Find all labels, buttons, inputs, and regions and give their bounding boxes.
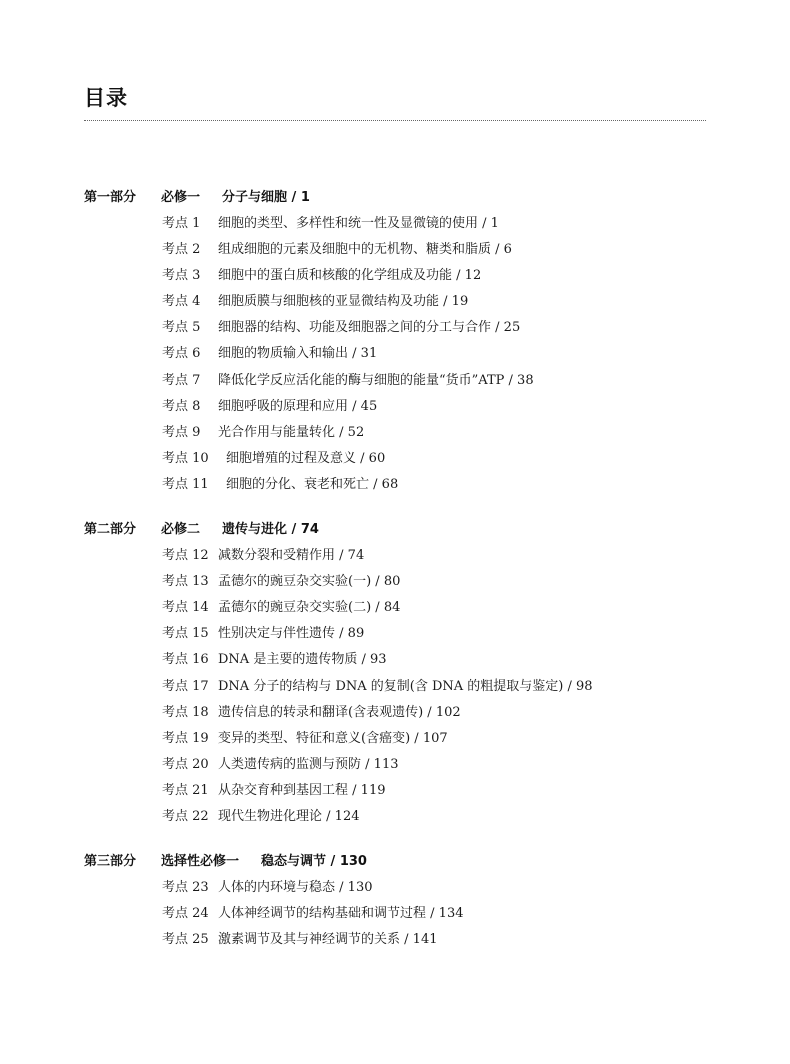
toc-entry[interactable] xyxy=(84,543,724,569)
entry-sep: / xyxy=(371,574,384,590)
entry-number: 考点 25 xyxy=(162,932,209,948)
entry-number: 考点 6 xyxy=(162,346,201,362)
toc-entry[interactable] xyxy=(84,263,724,289)
entry-page: 68 xyxy=(381,476,399,492)
entry-title: 减数分裂和受精作用 xyxy=(218,548,336,564)
entry-page: 31 xyxy=(360,346,378,362)
entry-page: 141 xyxy=(412,932,438,948)
part-sep: / xyxy=(326,854,340,870)
part-sep: / xyxy=(287,190,301,205)
entry-page: 102 xyxy=(435,704,461,720)
entry-sep: / xyxy=(335,424,348,440)
entry-page: 19 xyxy=(451,294,469,310)
entry-title: 细胞的物质输入和输出 xyxy=(218,346,349,362)
entry-page: 45 xyxy=(360,398,378,414)
entry-page: 89 xyxy=(347,626,365,642)
entry-title: 细胞中的蛋白质和核酸的化学组成及功能 xyxy=(218,268,453,284)
entry-number: 考点 1 xyxy=(162,216,201,231)
page-title: 目录 xyxy=(84,86,128,110)
entry-title: 从杂交育种到基因工程 xyxy=(218,782,349,798)
entry-title: 细胞呼吸的原理和应用 xyxy=(218,398,349,414)
entry-sep: / xyxy=(335,880,348,896)
entry-number: 考点 23 xyxy=(162,880,209,896)
part-name: 分子与细胞 xyxy=(222,190,288,205)
toc-entry[interactable] xyxy=(84,901,724,927)
toc-entry[interactable] xyxy=(84,700,724,726)
entry-title: 孟德尔的豌豆杂交实验(一) xyxy=(218,574,372,590)
part-heading[interactable] xyxy=(84,517,724,543)
entry-title: 降低化学反应活化能的酶与细胞的能量“货币”ATP xyxy=(218,372,505,388)
entry-sep: / xyxy=(423,704,436,720)
toc-entry[interactable] xyxy=(84,289,724,315)
part-module: 必修二 xyxy=(161,522,201,538)
entry-sep: / xyxy=(335,626,348,642)
entry-title: 细胞器的结构、功能及细胞器之间的分工与合作 xyxy=(218,320,492,336)
toc-entry[interactable] xyxy=(84,752,724,778)
entry-page: 80 xyxy=(383,574,401,590)
toc-entry[interactable] xyxy=(84,804,724,830)
entry-page: 1 xyxy=(490,216,499,231)
entry-number: 考点 17 xyxy=(162,678,209,694)
entry-number: 考点 15 xyxy=(162,626,209,642)
entry-title: 细胞的类型、多样性和统一性及显微镜的使用 xyxy=(218,216,479,231)
entry-title: 变异的类型、特征和意义(含癌变) xyxy=(218,730,411,746)
entry-title: 人体的内环境与稳态 xyxy=(218,880,336,896)
toc-entry[interactable] xyxy=(84,446,724,472)
table-of-contents xyxy=(84,185,724,972)
entry-sep: / xyxy=(410,730,423,746)
entry-title: 孟德尔的豌豆杂交实验(二) xyxy=(218,600,372,616)
entry-number: 考点 24 xyxy=(162,906,209,922)
entry-page: 25 xyxy=(503,320,521,336)
entry-sep: / xyxy=(335,548,348,564)
entry-page: 124 xyxy=(334,808,360,824)
entry-sep: / xyxy=(478,216,491,231)
entry-title: 细胞的分化、衰老和死亡 xyxy=(226,476,370,492)
entry-sep: / xyxy=(348,398,361,414)
entry-title: 遗传信息的转录和翻译(含表观遗传) xyxy=(218,704,424,720)
entry-title: DNA 是主要的遗传物质 xyxy=(218,652,358,668)
entry-page: 134 xyxy=(438,906,464,922)
part-sep: / xyxy=(287,522,301,538)
part-page: 130 xyxy=(339,854,367,870)
toc-entry[interactable] xyxy=(84,472,724,498)
entry-number: 考点 4 xyxy=(162,294,201,310)
part-module: 选择性必修一 xyxy=(161,854,240,870)
entry-title: 人体神经调节的结构基础和调节过程 xyxy=(218,906,427,922)
part-name: 稳态与调节 xyxy=(261,854,327,870)
entry-title: 光合作用与能量转化 xyxy=(218,424,336,440)
entry-sep: / xyxy=(491,242,504,258)
entry-sep: / xyxy=(371,600,384,616)
part-three xyxy=(84,849,724,953)
toc-entry[interactable] xyxy=(84,875,724,901)
entry-sep: / xyxy=(357,652,370,668)
entry-number: 考点 20 xyxy=(162,756,209,772)
entry-page: 6 xyxy=(503,242,512,258)
part-module: 必修一 xyxy=(161,190,201,205)
part-two xyxy=(84,517,724,830)
part-one xyxy=(84,185,724,498)
part-page: 1 xyxy=(300,190,310,205)
toc-entry[interactable] xyxy=(84,927,724,953)
toc-entry[interactable] xyxy=(84,237,724,263)
entry-number: 考点 12 xyxy=(162,548,209,564)
toc-entry[interactable] xyxy=(84,726,724,752)
entry-page: 38 xyxy=(517,372,534,388)
entry-page: 74 xyxy=(347,548,365,564)
entry-page: 93 xyxy=(369,652,387,668)
toc-entry[interactable] xyxy=(84,368,724,394)
toc-entry[interactable] xyxy=(84,621,724,647)
entry-sep: / xyxy=(348,346,361,362)
entry-sep: / xyxy=(491,320,504,336)
entry-number: 考点 11 xyxy=(162,476,209,492)
entry-page: 12 xyxy=(464,268,482,284)
entry-page: 84 xyxy=(383,600,401,616)
entry-number: 考点 21 xyxy=(162,782,209,798)
entry-title: 细胞增殖的过程及意义 xyxy=(226,450,357,466)
entry-number: 考点 22 xyxy=(162,808,209,824)
entry-sep: / xyxy=(348,782,361,798)
entry-sep: / xyxy=(322,808,335,824)
entry-sep: / xyxy=(356,450,369,466)
entry-page: 113 xyxy=(373,756,399,772)
part-heading[interactable] xyxy=(84,185,724,211)
entry-page: 130 xyxy=(347,880,373,896)
entry-sep: / xyxy=(563,678,577,694)
entry-number: 考点 18 xyxy=(162,704,209,720)
toc-entry[interactable] xyxy=(84,778,724,804)
entry-number: 考点 13 xyxy=(162,574,209,590)
toc-entry[interactable] xyxy=(84,211,724,237)
entry-sep: / xyxy=(439,294,452,310)
entry-number: 考点 19 xyxy=(162,730,209,746)
entry-title: 人类遗传病的监测与预防 xyxy=(218,756,362,772)
part-label: 第一部分 xyxy=(84,190,137,205)
entry-title: 性别决定与伴性遗传 xyxy=(218,626,336,642)
entry-title: DNA 分子的结构与 DNA 的复制(含 DNA 的粗提取与鉴定) xyxy=(218,678,564,694)
entry-number: 考点 10 xyxy=(162,450,209,466)
entry-page: 98 xyxy=(576,678,593,694)
toc-entry[interactable] xyxy=(84,420,724,446)
entry-sep: / xyxy=(400,932,413,948)
entry-title: 现代生物进化理论 xyxy=(218,808,323,824)
entry-sep: / xyxy=(452,268,465,284)
toc-entry[interactable] xyxy=(84,394,724,420)
entry-number: 考点 14 xyxy=(162,600,209,616)
toc-entry[interactable] xyxy=(84,341,724,367)
toc-entry[interactable] xyxy=(84,595,724,621)
entry-sep: / xyxy=(504,372,518,388)
entry-title: 细胞质膜与细胞核的亚显微结构及功能 xyxy=(218,294,440,310)
entry-number: 考点 5 xyxy=(162,320,201,336)
part-heading[interactable] xyxy=(84,849,724,875)
entry-page: 107 xyxy=(422,730,448,746)
part-page: 74 xyxy=(300,522,319,538)
entry-number: 考点 8 xyxy=(162,398,201,414)
part-name: 遗传与进化 xyxy=(222,522,288,538)
toc-entry[interactable] xyxy=(84,647,724,673)
title-divider xyxy=(84,120,706,121)
entry-number: 考点 7 xyxy=(162,372,201,388)
entry-sep: / xyxy=(361,756,374,772)
entry-title: 组成细胞的元素及细胞中的无机物、糖类和脂质 xyxy=(218,242,492,258)
entry-sep: / xyxy=(426,906,439,922)
toc-entry[interactable] xyxy=(84,674,724,700)
entry-number: 考点 2 xyxy=(162,242,201,258)
entry-page: 119 xyxy=(360,782,386,798)
entry-title: 激素调节及其与神经调节的关系 xyxy=(218,932,401,948)
toc-entry[interactable] xyxy=(84,315,724,341)
entry-sep: / xyxy=(369,476,382,492)
entry-page: 52 xyxy=(347,424,365,440)
entry-page: 60 xyxy=(368,450,386,466)
part-label: 第二部分 xyxy=(84,522,137,538)
entry-number: 考点 9 xyxy=(162,424,201,440)
toc-entry[interactable] xyxy=(84,569,724,595)
entry-number: 考点 16 xyxy=(162,652,209,668)
entry-number: 考点 3 xyxy=(162,268,201,284)
part-label: 第三部分 xyxy=(84,854,137,870)
